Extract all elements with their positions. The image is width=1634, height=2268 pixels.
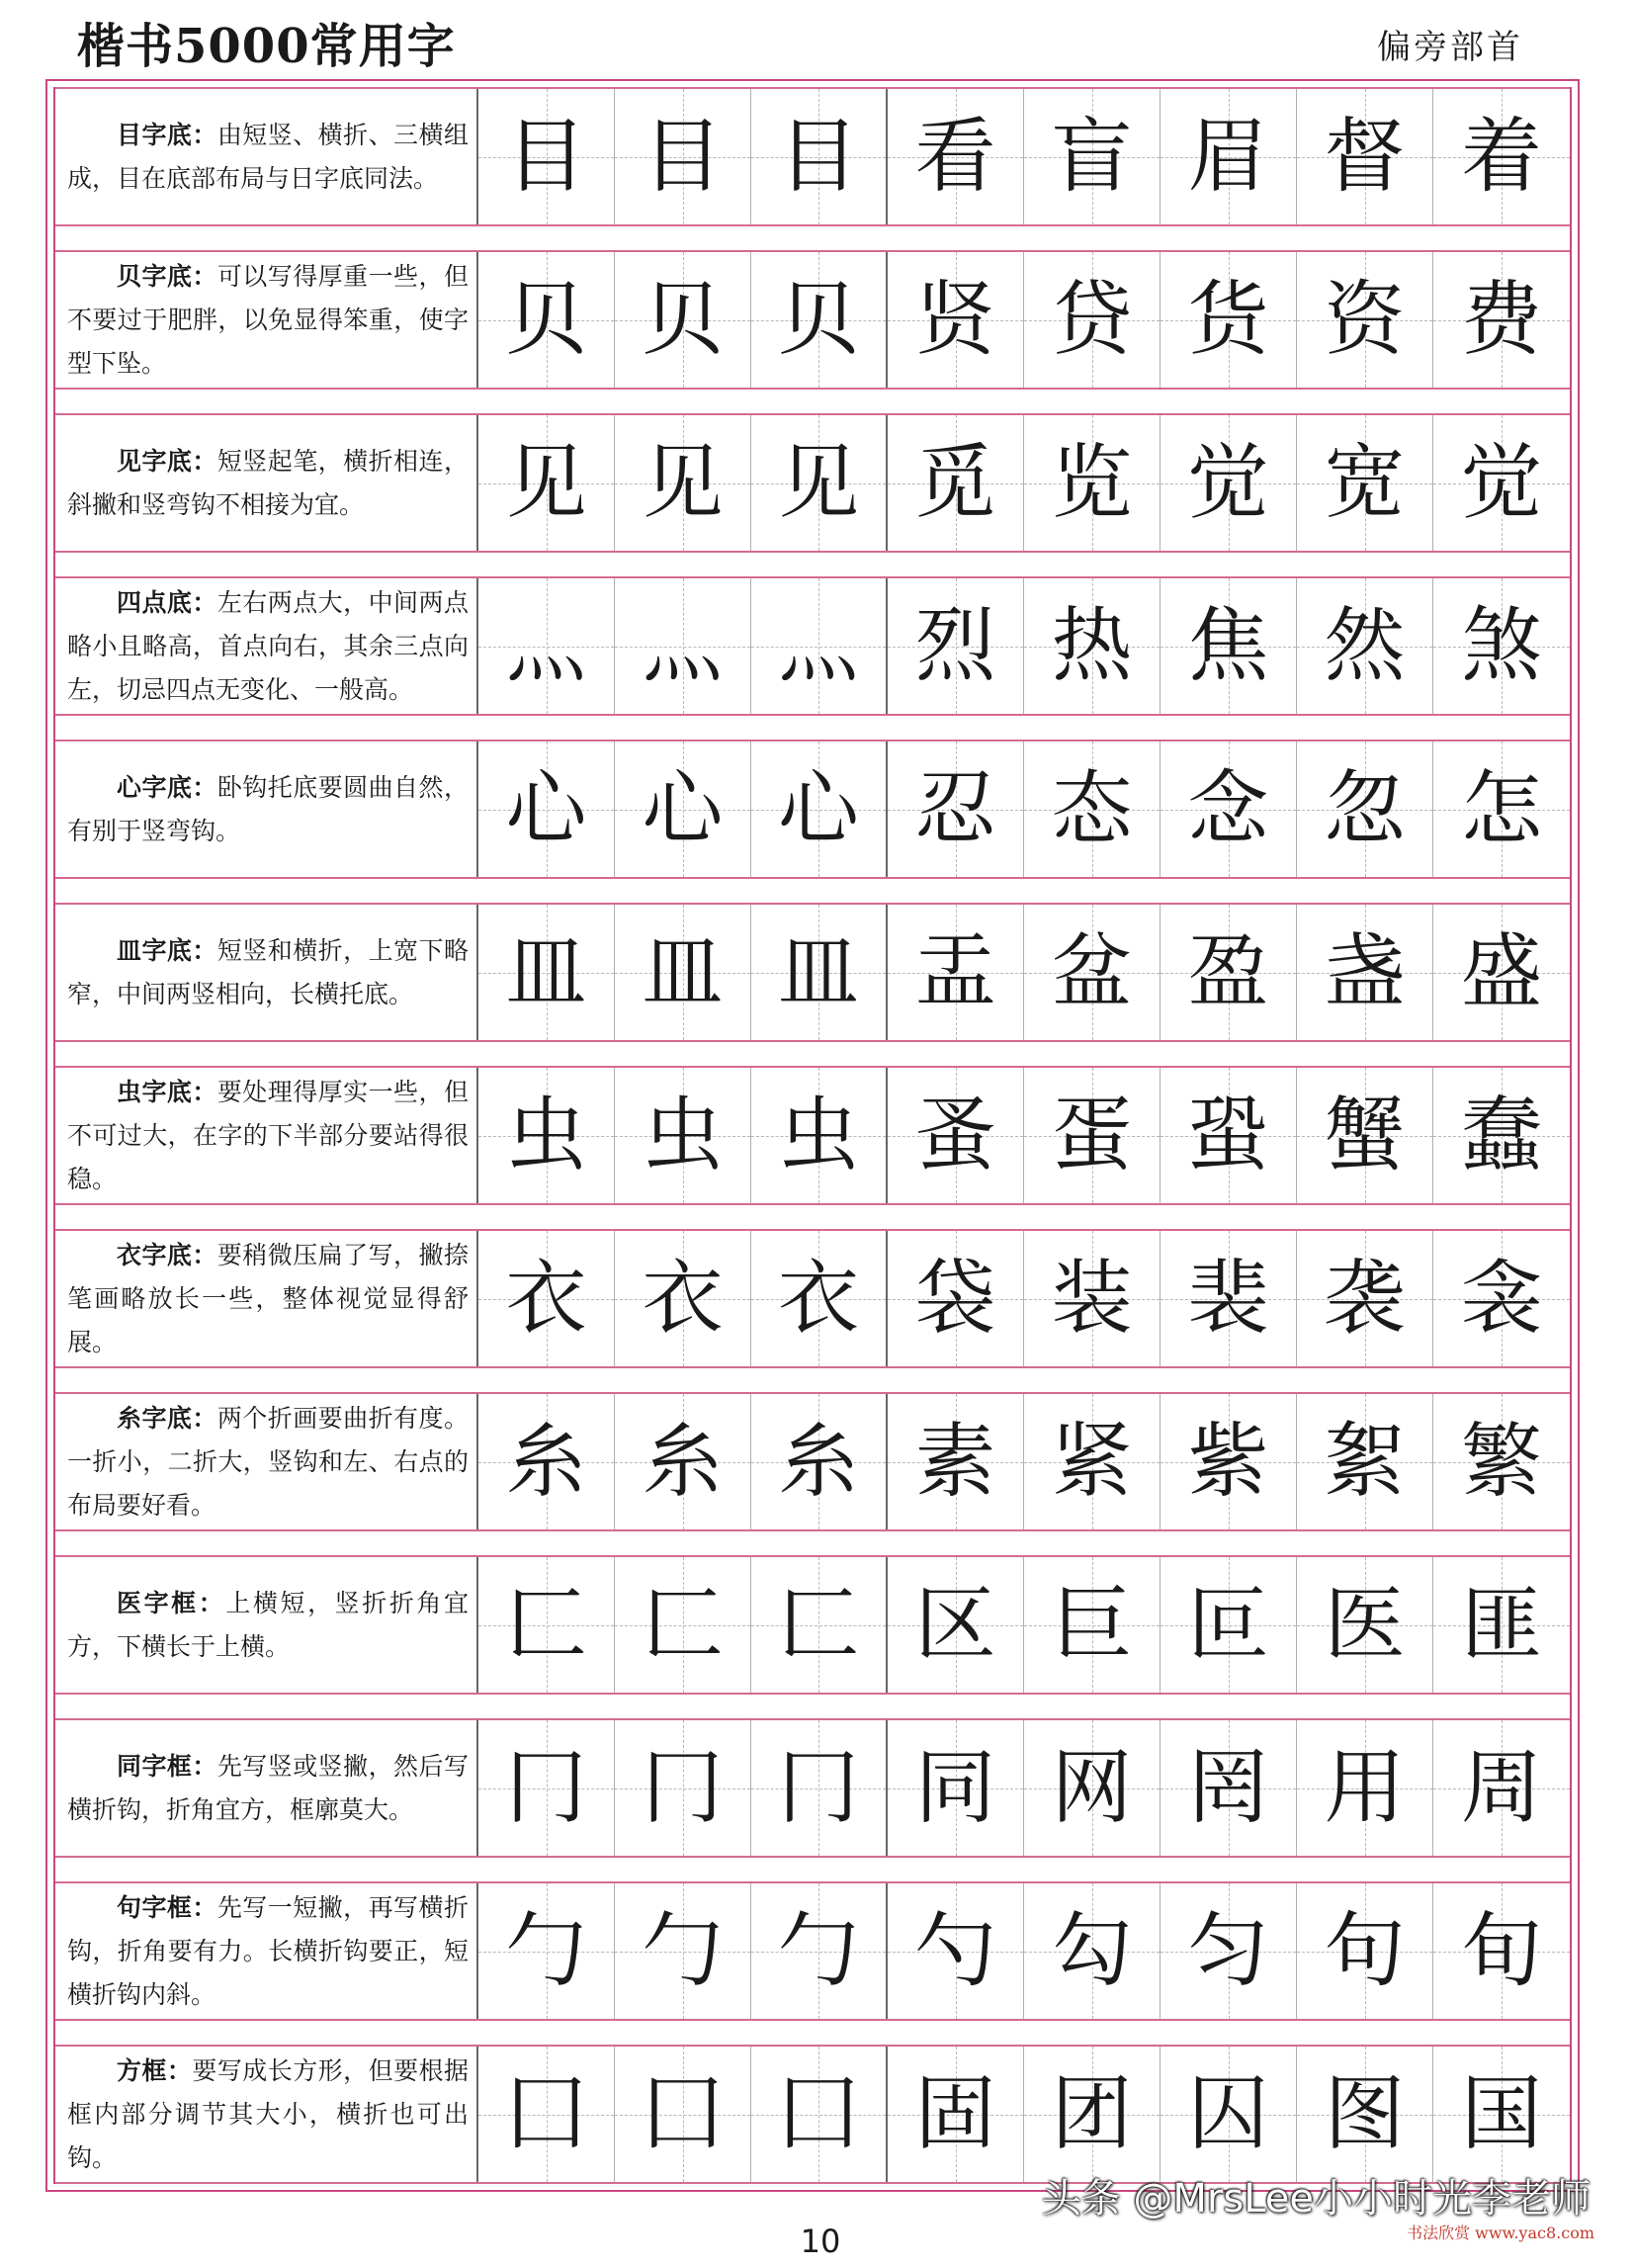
example-character-cell bbox=[1161, 905, 1297, 1040]
component-character: 心 bbox=[777, 761, 859, 856]
example-character: 匪 bbox=[1460, 1577, 1542, 1672]
example-character: 货 bbox=[1187, 272, 1269, 367]
radical-description bbox=[55, 905, 478, 1040]
example-character-cell bbox=[1433, 1883, 1570, 2019]
component-model-cell bbox=[478, 1394, 615, 1529]
radical-name: 句字框： bbox=[117, 1892, 217, 1922]
radical-name: 四点底： bbox=[117, 587, 217, 617]
radical-description bbox=[55, 741, 478, 877]
example-character: 巨 bbox=[1051, 1577, 1133, 1672]
component-character: 囗 bbox=[777, 2066, 859, 2161]
component-model-cell bbox=[478, 89, 615, 224]
example-character: 忍 bbox=[914, 761, 996, 856]
example-character: 盈 bbox=[1187, 924, 1269, 1019]
example-character-cell bbox=[1024, 578, 1161, 714]
example-character: 匀 bbox=[1187, 1903, 1269, 1998]
example-character: 医 bbox=[1324, 1577, 1406, 1672]
radical-description bbox=[55, 1231, 478, 1366]
book-title: 楷书5000常用字 bbox=[77, 19, 456, 74]
example-character: 裴 bbox=[1187, 1251, 1269, 1346]
example-character: 网 bbox=[1051, 1740, 1133, 1835]
radical-tip bbox=[67, 440, 469, 527]
radical-description bbox=[55, 1883, 478, 2019]
component-character: 贝 bbox=[505, 272, 587, 367]
radical-tip-text: 要写成长方形，但要根据框内部分调节其大小，横折也可出钩。 bbox=[67, 2055, 469, 2172]
component-model-cell bbox=[751, 905, 888, 1040]
watermark-text: 头条 @MrsLee小小时光李老师 bbox=[1041, 2176, 1591, 2222]
component-character: 衣 bbox=[505, 1251, 587, 1346]
component-model-cell bbox=[478, 1068, 615, 1203]
component-character: 皿 bbox=[777, 924, 859, 1019]
example-character-cell bbox=[1024, 252, 1161, 388]
component-model-cell bbox=[615, 89, 751, 224]
example-character-cell bbox=[1024, 1883, 1161, 2019]
example-character-cell bbox=[888, 905, 1024, 1040]
radical-description bbox=[55, 252, 478, 388]
radical-row bbox=[55, 1392, 1570, 1531]
example-character: 觉 bbox=[1460, 435, 1542, 530]
example-character: 旬 bbox=[1460, 1903, 1542, 1998]
component-model-cell bbox=[751, 89, 888, 224]
example-character: 贤 bbox=[914, 272, 996, 367]
example-character-cell bbox=[1433, 415, 1570, 551]
example-character-cell bbox=[1433, 89, 1570, 224]
example-character-cell bbox=[1161, 1394, 1297, 1529]
component-character: 勹 bbox=[505, 1903, 587, 1998]
radical-tip bbox=[67, 1234, 469, 1364]
example-character: 图 bbox=[1324, 2066, 1406, 2161]
example-character: 区 bbox=[914, 1577, 996, 1672]
example-character-cell bbox=[1161, 415, 1297, 551]
example-character-cell bbox=[1024, 415, 1161, 551]
component-model-cell bbox=[478, 252, 615, 388]
component-character: 目 bbox=[642, 109, 724, 204]
example-character-cell bbox=[1433, 741, 1570, 877]
component-model-cell bbox=[751, 2047, 888, 2182]
component-model-cell bbox=[751, 1068, 888, 1203]
example-character: 着 bbox=[1460, 109, 1542, 204]
component-character: 心 bbox=[642, 761, 724, 856]
example-character-cell bbox=[1297, 415, 1433, 551]
component-character: 见 bbox=[505, 435, 587, 530]
component-model-cell bbox=[751, 741, 888, 877]
component-model-cell bbox=[751, 1231, 888, 1366]
component-character: 皿 bbox=[642, 924, 724, 1019]
example-character-cell bbox=[1161, 252, 1297, 388]
radical-tip bbox=[67, 2050, 469, 2180]
example-character: 煞 bbox=[1460, 598, 1542, 693]
example-character: 絮 bbox=[1324, 1414, 1406, 1509]
example-character: 忽 bbox=[1324, 761, 1406, 856]
example-character: 袭 bbox=[1324, 1251, 1406, 1346]
example-character-cell bbox=[1024, 1231, 1161, 1366]
example-character-cell bbox=[1297, 905, 1433, 1040]
example-character-cell bbox=[1161, 741, 1297, 877]
example-character-cell bbox=[1297, 1883, 1433, 2019]
component-character: 糸 bbox=[642, 1414, 724, 1509]
radical-row bbox=[55, 1881, 1570, 2021]
component-model-cell bbox=[478, 905, 615, 1040]
radical-tip bbox=[67, 1582, 469, 1669]
example-character-cell bbox=[1433, 1720, 1570, 1856]
radical-row bbox=[55, 1229, 1570, 1368]
component-character: 匚 bbox=[777, 1577, 859, 1672]
component-model-cell bbox=[615, 1883, 751, 2019]
example-character-cell bbox=[1433, 252, 1570, 388]
example-character-cell bbox=[1433, 1068, 1570, 1203]
component-model-cell bbox=[751, 1394, 888, 1529]
component-character: 见 bbox=[642, 435, 724, 530]
example-character-cell bbox=[888, 2047, 1024, 2182]
example-character: 蛋 bbox=[1051, 1088, 1133, 1182]
practice-table bbox=[45, 79, 1580, 2192]
example-character-cell bbox=[1024, 1720, 1161, 1856]
radical-tip-text: 上横短，竖折折角宜方，下横长于上横。 bbox=[67, 1588, 469, 1661]
radical-tip bbox=[67, 255, 469, 386]
example-character: 周 bbox=[1460, 1740, 1542, 1835]
example-character: 勺 bbox=[914, 1903, 996, 1998]
example-character-cell bbox=[1161, 1557, 1297, 1693]
example-character: 国 bbox=[1460, 2066, 1542, 2161]
component-character: 灬 bbox=[642, 598, 724, 693]
component-model-cell bbox=[751, 415, 888, 551]
example-character-cell bbox=[1024, 1068, 1161, 1203]
radical-name: 目字底： bbox=[117, 120, 217, 149]
component-character: 冂 bbox=[777, 1740, 859, 1835]
example-character: 烈 bbox=[914, 598, 996, 693]
example-character-cell bbox=[1161, 1720, 1297, 1856]
radical-tip-text: 要稍微压扁了写，撇捺笔画略放长一些，整体视觉显得舒展。 bbox=[67, 1240, 469, 1356]
example-character: 用 bbox=[1324, 1740, 1406, 1835]
example-character-cell bbox=[1297, 2047, 1433, 2182]
example-character-cell bbox=[888, 741, 1024, 877]
example-character-cell bbox=[888, 1231, 1024, 1366]
radical-description bbox=[55, 1720, 478, 1856]
example-character: 句 bbox=[1324, 1903, 1406, 1998]
example-character-cell bbox=[1297, 1557, 1433, 1693]
example-character-cell bbox=[1297, 89, 1433, 224]
radical-name: 方框： bbox=[117, 2055, 193, 2085]
component-model-cell bbox=[478, 1720, 615, 1856]
example-character-cell bbox=[1297, 1068, 1433, 1203]
example-character: 叵 bbox=[1187, 1577, 1269, 1672]
example-character-cell bbox=[888, 1394, 1024, 1529]
site-credit: 书法欣赏 www.yac8.com bbox=[1407, 2224, 1594, 2242]
radical-tip bbox=[67, 114, 469, 201]
example-character: 宽 bbox=[1324, 435, 1406, 530]
example-character: 眉 bbox=[1187, 109, 1269, 204]
radical-name: 贝字底： bbox=[117, 261, 217, 291]
component-model-cell bbox=[615, 252, 751, 388]
component-character: 衣 bbox=[642, 1251, 724, 1346]
component-model-cell bbox=[478, 578, 615, 714]
radical-tip-text: 左右两点大，中间两点略小且略高，首点向右，其余三点向左，切忌四点无变化、一般高。 bbox=[67, 587, 469, 704]
component-character: 匚 bbox=[642, 1577, 724, 1672]
example-character: 固 bbox=[914, 2066, 996, 2161]
example-character: 蛩 bbox=[1187, 1088, 1269, 1182]
component-character: 勹 bbox=[777, 1903, 859, 1998]
component-character: 冂 bbox=[505, 1740, 587, 1835]
component-model-cell bbox=[751, 1883, 888, 2019]
example-character: 素 bbox=[914, 1414, 996, 1509]
example-character: 费 bbox=[1460, 272, 1542, 367]
example-character: 盛 bbox=[1460, 924, 1542, 1019]
radical-row bbox=[55, 576, 1570, 716]
example-character-cell bbox=[888, 1883, 1024, 2019]
radical-row bbox=[55, 2045, 1570, 2184]
component-model-cell bbox=[615, 1231, 751, 1366]
example-character-cell bbox=[1161, 89, 1297, 224]
example-character-cell bbox=[1024, 1394, 1161, 1529]
example-character-cell bbox=[1297, 1720, 1433, 1856]
component-model-cell bbox=[751, 252, 888, 388]
example-character-cell bbox=[1433, 2047, 1570, 2182]
radical-name: 虫字底： bbox=[117, 1077, 217, 1106]
example-character: 焦 bbox=[1187, 598, 1269, 693]
radical-name: 衣字底： bbox=[117, 1240, 217, 1269]
example-character-cell bbox=[1161, 1231, 1297, 1366]
component-character: 灬 bbox=[505, 598, 587, 693]
radical-name: 医字框： bbox=[117, 1588, 226, 1617]
example-character: 罔 bbox=[1187, 1740, 1269, 1835]
example-character: 蠢 bbox=[1460, 1088, 1542, 1182]
example-character-cell bbox=[888, 415, 1024, 551]
radical-tip-text: 短竖和横折，上宽下略窄，中间两竖相向，长横托底。 bbox=[67, 935, 469, 1008]
example-character: 觉 bbox=[1187, 435, 1269, 530]
component-model-cell bbox=[615, 905, 751, 1040]
example-character-cell bbox=[888, 578, 1024, 714]
example-character-cell bbox=[1433, 1231, 1570, 1366]
component-model-cell bbox=[478, 1557, 615, 1693]
component-character: 冂 bbox=[642, 1740, 724, 1835]
example-character: 繁 bbox=[1460, 1414, 1542, 1509]
radical-name: 糸字底： bbox=[117, 1403, 217, 1433]
component-model-cell bbox=[615, 1394, 751, 1529]
radical-description bbox=[55, 578, 478, 714]
radical-name: 同字框： bbox=[117, 1751, 217, 1781]
radical-tip bbox=[67, 1397, 469, 1527]
example-character: 团 bbox=[1051, 2066, 1133, 2161]
radical-tip bbox=[67, 1071, 469, 1201]
example-character: 贷 bbox=[1051, 272, 1133, 367]
radical-tip bbox=[67, 929, 469, 1016]
component-model-cell bbox=[615, 1720, 751, 1856]
example-character-cell bbox=[1297, 578, 1433, 714]
example-character: 囚 bbox=[1187, 2066, 1269, 2161]
example-character: 衾 bbox=[1460, 1251, 1542, 1346]
example-character: 勾 bbox=[1051, 1903, 1133, 1998]
component-model-cell bbox=[615, 415, 751, 551]
radical-tip bbox=[67, 766, 469, 853]
component-character: 虫 bbox=[777, 1088, 859, 1182]
example-character: 蟹 bbox=[1324, 1088, 1406, 1182]
component-character: 见 bbox=[777, 435, 859, 530]
component-character: 灬 bbox=[777, 598, 859, 693]
example-character: 装 bbox=[1051, 1251, 1133, 1346]
radical-description bbox=[55, 1068, 478, 1203]
example-character-cell bbox=[1161, 1068, 1297, 1203]
radical-tip-text: 先写一短撇，再写横折钩，折角要有力。长横折钩要正，短横折钩内斜。 bbox=[67, 1892, 469, 2009]
example-character-cell bbox=[1161, 578, 1297, 714]
example-character: 盲 bbox=[1051, 109, 1133, 204]
radical-row bbox=[55, 903, 1570, 1042]
radical-tip-text: 由短竖、横折、三横组成，目在底部布局与日字底同法。 bbox=[67, 120, 469, 193]
example-character-cell bbox=[1433, 905, 1570, 1040]
component-model-cell bbox=[478, 1883, 615, 2019]
radical-description bbox=[55, 415, 478, 551]
example-character-cell bbox=[1024, 89, 1161, 224]
example-character-cell bbox=[888, 1557, 1024, 1693]
radical-tip bbox=[67, 581, 469, 712]
example-character: 同 bbox=[914, 1740, 996, 1835]
component-model-cell bbox=[751, 1720, 888, 1856]
example-character: 看 bbox=[914, 109, 996, 204]
example-character-cell bbox=[1297, 1394, 1433, 1529]
example-character-cell bbox=[888, 1068, 1024, 1203]
example-character: 盏 bbox=[1324, 924, 1406, 1019]
component-model-cell bbox=[751, 1557, 888, 1693]
example-character: 览 bbox=[1051, 435, 1133, 530]
example-character: 紫 bbox=[1187, 1414, 1269, 1509]
radical-tip bbox=[67, 1886, 469, 2017]
component-character: 贝 bbox=[777, 272, 859, 367]
example-character: 袋 bbox=[914, 1251, 996, 1346]
radical-row bbox=[55, 1066, 1570, 1205]
component-model-cell bbox=[751, 578, 888, 714]
example-character: 态 bbox=[1051, 761, 1133, 856]
radical-row bbox=[55, 87, 1570, 226]
example-character-cell bbox=[1433, 1557, 1570, 1693]
component-character: 衣 bbox=[777, 1251, 859, 1346]
example-character: 热 bbox=[1051, 598, 1133, 693]
radical-row bbox=[55, 1555, 1570, 1695]
radical-row bbox=[55, 740, 1570, 879]
radical-name: 皿字底： bbox=[117, 935, 217, 965]
component-character: 囗 bbox=[642, 2066, 724, 2161]
practice-rows bbox=[53, 87, 1572, 2184]
radical-tip-text: 可以写得厚重一些，但不要过于肥胖，以免显得笨重，使字型下坠。 bbox=[67, 261, 469, 378]
component-character: 虫 bbox=[505, 1088, 587, 1182]
component-model-cell bbox=[478, 1231, 615, 1366]
example-character: 督 bbox=[1324, 109, 1406, 204]
radical-tip bbox=[67, 1745, 469, 1832]
component-model-cell bbox=[615, 1557, 751, 1693]
example-character-cell bbox=[1024, 2047, 1161, 2182]
component-model-cell bbox=[615, 2047, 751, 2182]
component-model-cell bbox=[478, 741, 615, 877]
example-character-cell bbox=[1433, 578, 1570, 714]
component-model-cell bbox=[615, 741, 751, 877]
component-character: 囗 bbox=[505, 2066, 587, 2161]
component-character: 皿 bbox=[505, 924, 587, 1019]
example-character-cell bbox=[1433, 1394, 1570, 1529]
radical-description bbox=[55, 1394, 478, 1529]
example-character: 然 bbox=[1324, 598, 1406, 693]
radical-description bbox=[55, 89, 478, 224]
component-character: 贝 bbox=[642, 272, 724, 367]
example-character-cell bbox=[1024, 741, 1161, 877]
section-title: 偏旁部首 bbox=[1377, 28, 1523, 67]
example-character: 盂 bbox=[914, 924, 996, 1019]
example-character-cell bbox=[1024, 905, 1161, 1040]
radical-tip-text: 要处理得厚实一些，但不可过大，在字的下半部分要站得很稳。 bbox=[67, 1077, 469, 1193]
example-character-cell bbox=[888, 89, 1024, 224]
component-model-cell bbox=[615, 578, 751, 714]
radical-row bbox=[55, 413, 1570, 553]
component-character: 匚 bbox=[505, 1577, 587, 1672]
example-character: 紧 bbox=[1051, 1414, 1133, 1509]
radical-name: 见字底： bbox=[117, 446, 217, 476]
radical-description bbox=[55, 1557, 478, 1693]
example-character: 资 bbox=[1324, 272, 1406, 367]
radical-row bbox=[55, 250, 1570, 390]
component-model-cell bbox=[478, 415, 615, 551]
radical-tip-text: 两个折画要曲折有度。一折小，二折大，竖钩和左、右点的布局要好看。 bbox=[67, 1403, 469, 1520]
component-character: 虫 bbox=[642, 1088, 724, 1182]
component-character: 目 bbox=[777, 109, 859, 204]
component-character: 勹 bbox=[642, 1903, 724, 1998]
example-character-cell bbox=[1297, 252, 1433, 388]
radical-tip-text: 短竖起笔，横折相连，斜撇和竖弯钩不相接为宜。 bbox=[67, 446, 469, 519]
component-model-cell bbox=[478, 2047, 615, 2182]
component-model-cell bbox=[615, 1068, 751, 1203]
example-character-cell bbox=[888, 1720, 1024, 1856]
example-character-cell bbox=[888, 252, 1024, 388]
example-character: 觅 bbox=[914, 435, 996, 530]
component-character: 糸 bbox=[505, 1414, 587, 1509]
radical-tip-text: 卧钩托底要圆曲自然，有别于竖弯钩。 bbox=[67, 772, 469, 845]
example-character-cell bbox=[1161, 2047, 1297, 2182]
page-number: 10 bbox=[800, 2223, 841, 2260]
radical-row bbox=[55, 1718, 1570, 1858]
example-character: 念 bbox=[1187, 761, 1269, 856]
example-character: 怎 bbox=[1460, 761, 1542, 856]
component-character: 心 bbox=[505, 761, 587, 856]
component-character: 糸 bbox=[777, 1414, 859, 1509]
radical-name: 心字底： bbox=[117, 772, 217, 802]
radical-description bbox=[55, 2047, 478, 2182]
example-character-cell bbox=[1024, 1557, 1161, 1693]
example-character: 盆 bbox=[1051, 924, 1133, 1019]
component-character: 目 bbox=[505, 109, 587, 204]
example-character: 蚤 bbox=[914, 1088, 996, 1182]
example-character-cell bbox=[1161, 1883, 1297, 2019]
example-character-cell bbox=[1297, 741, 1433, 877]
example-character-cell bbox=[1297, 1231, 1433, 1366]
radical-tip-text: 先写竖或竖撇，然后写横折钩，折角宜方，框廓莫大。 bbox=[67, 1751, 469, 1824]
